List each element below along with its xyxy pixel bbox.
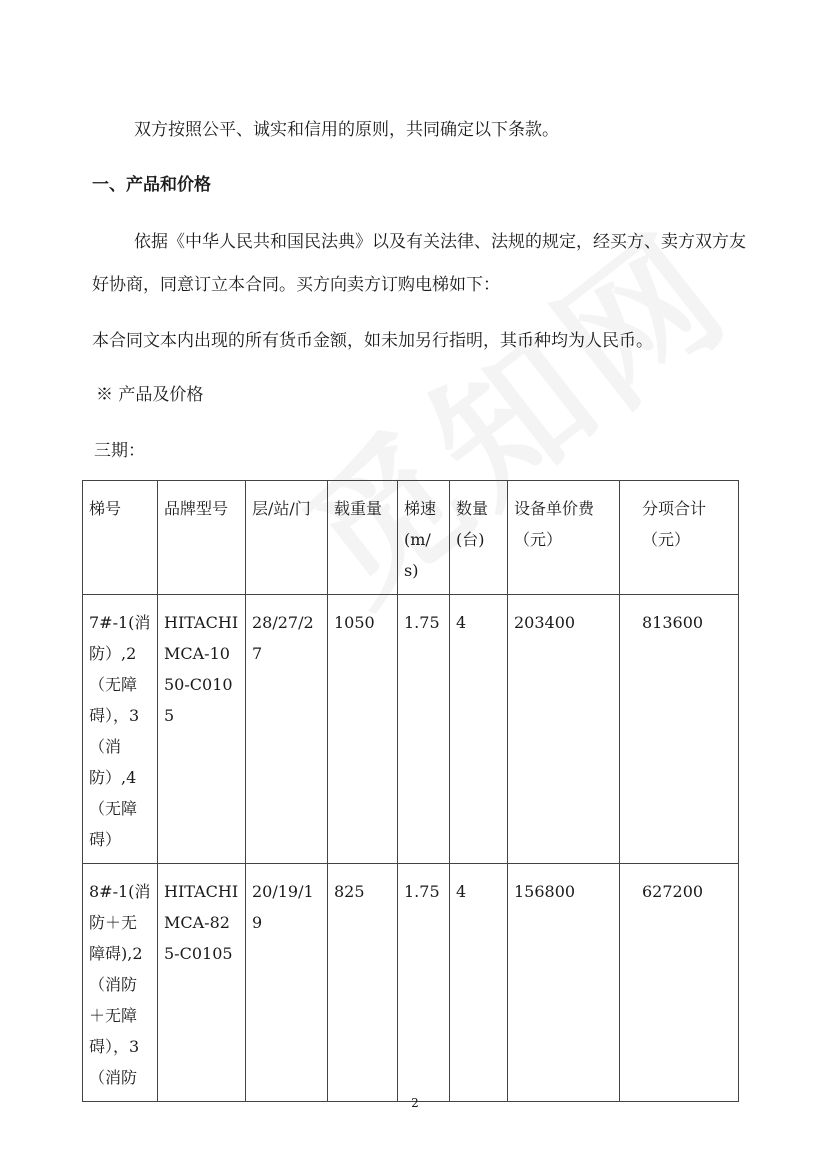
cell-load: 825 xyxy=(328,864,398,1102)
header-subtotal-line1: 分项合计 xyxy=(642,499,707,518)
cell-model: HITACHI MCA-1050-C0105 xyxy=(158,595,246,864)
cell-subtotal: 627200 xyxy=(620,864,739,1102)
cell-subtotal: 813600 xyxy=(620,595,739,864)
header-load: 载重量 xyxy=(328,481,398,595)
header-floors: 层/站/门 xyxy=(246,481,328,595)
table-header-row xyxy=(83,481,739,595)
cell-speed: 1.75 xyxy=(398,595,450,864)
header-quantity: 数量(台) xyxy=(450,481,508,595)
currency-note: 本合同文本内出现的所有货币金额，如未加另行指明，其币种均为人民币。 xyxy=(92,331,653,351)
cell-floors: 20/19/19 xyxy=(246,864,328,1102)
cell-unit-price: 156800 xyxy=(508,864,620,1102)
note-label: ※ 产品及价格 xyxy=(96,385,204,405)
phase-label: 三期： xyxy=(94,441,145,461)
cell-model: HITACHI MCA-825-C0105 xyxy=(158,864,246,1102)
cell-load: 1050 xyxy=(328,595,398,864)
cell-quantity: 4 xyxy=(450,595,508,864)
paragraph-line-2: 好协商，同意订立本合同。买方向卖方订购电梯如下： xyxy=(92,275,500,295)
header-subtotal xyxy=(620,481,739,595)
paragraph-line-1: 依据《中华人民共和国民法典》以及有关法律、法规的规定，经买方、卖方双方友 xyxy=(134,232,746,252)
elevator-table xyxy=(82,480,739,1102)
header-unit-price xyxy=(508,481,620,595)
intro-paragraph: 双方按照公平、诚实和信用的原则，共同确定以下条款。 xyxy=(134,120,559,140)
cell-unit-price: 203400 xyxy=(508,595,620,864)
header-model: 品牌型号 xyxy=(158,481,246,595)
table-row xyxy=(83,864,739,1102)
cell-elevator-no: 8#-1(消防＋无障碍),2（消防＋无障碍），3（消防 xyxy=(83,864,158,1102)
header-elevator-no: 梯号 xyxy=(83,481,158,595)
section-heading: 一、产品和价格 xyxy=(92,175,211,195)
header-subtotal-line2: （元） xyxy=(642,530,691,549)
cell-floors: 28/27/27 xyxy=(246,595,328,864)
header-unit-price-line1: 设备单价费 xyxy=(514,499,595,518)
header-unit-price-line2: （元） xyxy=(514,530,563,549)
cell-speed: 1.75 xyxy=(398,864,450,1102)
header-speed: 梯速(m/s) xyxy=(398,481,450,595)
cell-quantity: 4 xyxy=(450,864,508,1102)
page-number: 2 xyxy=(411,1096,419,1110)
cell-elevator-no: 7#-1(消防）,2（无障碍），3（消防）,4（无障碍） xyxy=(83,595,158,864)
table-row xyxy=(83,595,739,864)
